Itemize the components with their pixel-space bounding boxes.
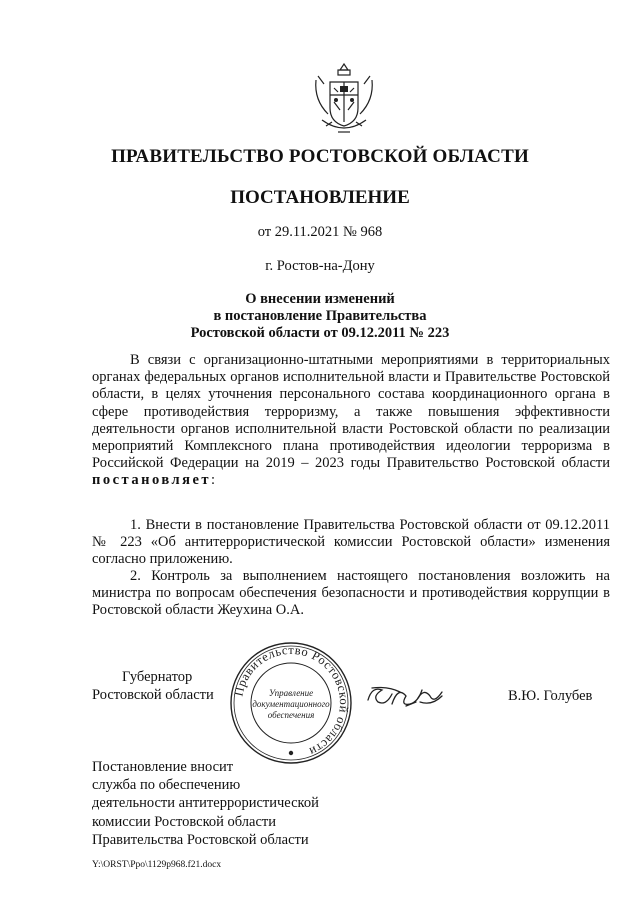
stamp-inner-text: Управление: [268, 688, 314, 698]
signatory-name: В.Ю. Голубев: [508, 688, 593, 704]
signatory-title: [92, 668, 214, 704]
subject-line: в постановление Правительства: [213, 308, 427, 324]
signatory-title-line: Ростовской области: [92, 687, 214, 703]
submitter-note: [92, 758, 319, 849]
handwritten-signature: [362, 676, 466, 716]
decree-item-2: 2. Контроль за выполнением настоящего постановления возложить на министра по вопросам обеспечения безопасности и противодействия коррупции в Ростовской области Жеухина О.А.: [92, 568, 610, 619]
document-type-heading: ПОСТАНОВЛЕНИЕ: [230, 187, 410, 208]
file-path: Y:\ORST\Ppo\1129p968.f21.docx: [92, 860, 222, 870]
stamp-outer-text: Правительство Ростовской области: [231, 642, 352, 760]
subject-line: О внесении изменений: [245, 291, 395, 307]
decree-item-1: 1. Внести в постановление Правительства Ростовской области от 09.12.2011 № 223 «Об антитеррористической комиссии Ростовской области» изменения согласно приложению.: [92, 517, 610, 568]
submitter-line: служба по обеспечению: [92, 777, 241, 794]
signatory-title-line: Губернатор: [122, 669, 193, 685]
stamp-inner-text: документационного: [252, 699, 330, 709]
coat-of-arms-icon: [312, 62, 376, 138]
preamble-paragraph: [92, 352, 610, 490]
submitter-line: деятельности антитеррористической: [92, 795, 319, 812]
subject-line: Ростовской области от 09.12.2011 № 223: [190, 325, 450, 341]
preamble-text: В связи с организационно-штатными мероприятиями в территориальных органах федеральных органов исполнительной власти и Правительстве Ростовской области, в целях уточнения персонального состава координационного органа в сфере противодействия терроризму, а также повышения эффективности деятельности органов исполнительной власти Ростовской области по реализации мероприятий Комплексного плана противодействия идеологии терроризма в Российской Федерации на 2019 – 2023 годы Правительство Ростовской области: [92, 352, 610, 472]
decree-word: постановляет: [92, 472, 212, 489]
submitter-line: Правительства Ростовской области: [92, 831, 309, 848]
submitter-line: Постановление вносит: [92, 759, 234, 775]
document-city: г. Ростов-на-Дону: [265, 258, 375, 274]
decree-colon: :: [211, 472, 216, 489]
government-title: ПРАВИТЕЛЬСТВО РОСТОВСКОЙ ОБЛАСТИ: [111, 146, 529, 167]
document-subject: [0, 291, 640, 342]
official-stamp: [228, 640, 354, 766]
document-date-number: от 29.11.2021 № 968: [257, 224, 383, 240]
submitter-line: комиссии Ростовской области: [92, 813, 276, 830]
stamp-inner-text: обеспечения: [267, 710, 315, 720]
